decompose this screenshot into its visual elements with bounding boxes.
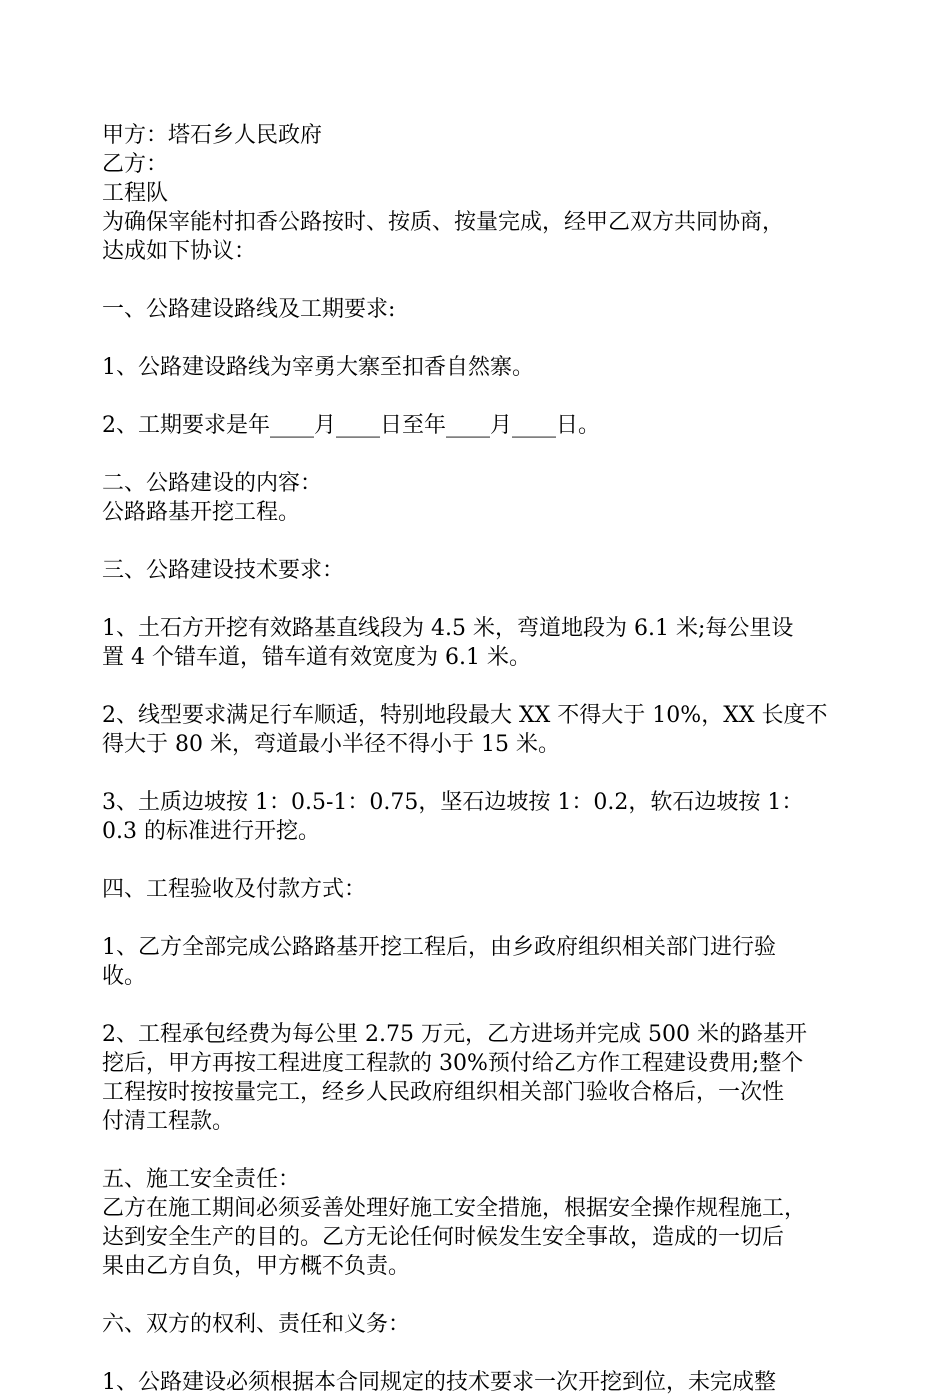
- paragraph-gap: [102, 266, 862, 295]
- paragraph-gap: [102, 1339, 862, 1368]
- party-b-line: 乙方：: [102, 152, 169, 177]
- section-3-item-3-line-2: 0.3 的标准进行开挖。: [102, 819, 320, 844]
- section-5-body-line-3: 果由乙方自负，甲方概不负责。: [102, 1254, 411, 1279]
- paragraph-gap: [102, 585, 862, 614]
- section-5-title: 五、施工安全责任：: [102, 1167, 301, 1192]
- paragraph-gap: [102, 759, 862, 788]
- section-4-item-2-line-2: 挖后，甲方再按工程进度工程款的 30%预付给乙方作工程建设费用;整个: [102, 1051, 804, 1076]
- section-4-item-2-line-4: 付清工程款。: [102, 1109, 235, 1134]
- paragraph-gap: [102, 382, 862, 411]
- section-3-item-3-line-1: 3、土质边坡按 1：0.5-1：0.75，坚石边坡按 1：0.2，软石边坡按 1：: [102, 790, 804, 815]
- paragraph-gap: [102, 672, 862, 701]
- party-a-line: 甲方：塔石乡人民政府: [102, 123, 323, 148]
- intro-line-2: 达成如下协议：: [102, 239, 257, 264]
- section-1-title: 一、公路建设路线及工期要求:: [102, 297, 396, 322]
- section-3-item-2-line-1: 2、线型要求满足行车顺适，特别地段最大 XX 不得大于 10%，XX 长度不: [102, 703, 828, 728]
- section-5-body-line-1: 乙方在施工期间必须妥善处理好施工安全措施，根据安全操作规程施工，: [102, 1196, 807, 1221]
- section-3-item-1-line-2: 置 4 个错车道，错车道有效宽度为 6.1 米。: [102, 645, 531, 670]
- section-5-body-line-2: 达到安全生产的目的。乙方无论任何时候发生安全事故，造成的一切后: [102, 1225, 785, 1250]
- paragraph-gap: [102, 1136, 862, 1165]
- team-line: 工程队: [102, 181, 169, 206]
- paragraph-gap: [102, 324, 862, 353]
- section-3-item-1-line-1: 1、土石方开挖有效路基直线段为 4.5 米，弯道地段为 6.1 米;每公里设: [102, 616, 794, 641]
- contract-document: [102, 121, 862, 1397]
- section-4-item-1-line-1: 1、乙方全部完成公路路基开挖工程后，由乡政府组织相关部门进行验: [102, 935, 776, 960]
- paragraph-gap: [102, 440, 862, 469]
- section-6-item-1-line-1: 1、公路建设必须根据本合同规定的技术要求一次开挖到位，未完成整: [102, 1370, 776, 1395]
- section-2-title: 二、公路建设的内容：: [102, 471, 323, 496]
- section-6-title: 六、双方的权利、责任和义务：: [102, 1312, 411, 1337]
- section-3-title: 三、公路建设技术要求：: [102, 558, 345, 583]
- section-2-body: 公路路基开挖工程。: [102, 500, 301, 525]
- section-4-item-2-line-1: 2、工程承包经费为每公里 2.75 万元，乙方进场并完成 500 米的路基开: [102, 1022, 807, 1047]
- section-4-item-2-line-3: 工程按时按按量完工，经乡人民政府组织相关部门验收合格后，一次性: [102, 1080, 785, 1105]
- section-3-item-2-line-2: 得大于 80 米，弯道最小半径不得小于 15 米。: [102, 732, 560, 757]
- section-1-item-1: 1、公路建设路线为宰勇大寨至扣香自然寨。: [102, 355, 534, 380]
- section-4-title: 四、工程验收及付款方式：: [102, 877, 367, 902]
- section-4-item-1-line-2: 收。: [102, 964, 147, 989]
- intro-line-1: 为确保宰能村扣香公路按时、按质、按量完成，经甲乙双方共同协商，: [102, 210, 785, 235]
- paragraph-gap: [102, 527, 862, 556]
- paragraph-gap: [102, 904, 862, 933]
- paragraph-gap: [102, 1281, 862, 1310]
- section-1-item-2: 2、工期要求是年____月____日至年____月____日。: [102, 413, 600, 438]
- paragraph-gap: [102, 846, 862, 875]
- paragraph-gap: [102, 991, 862, 1020]
